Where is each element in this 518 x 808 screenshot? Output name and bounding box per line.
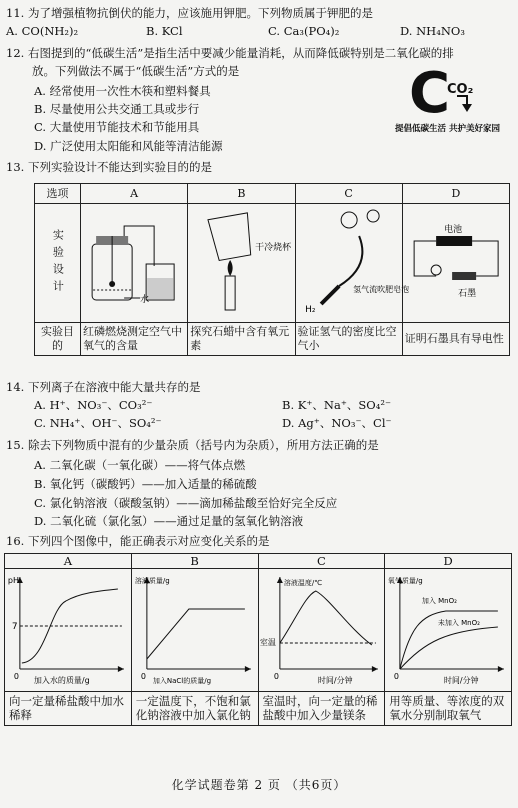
q16-desc-a: 向一定量稀盐酸中加水稀释 bbox=[5, 691, 132, 725]
graph-b-origin: 0 bbox=[140, 672, 146, 682]
q12-option-d: D. 广泛使用太阳能和风能等清洁能源 bbox=[34, 139, 223, 153]
q11-option-d: D. NH₄NO₃ bbox=[400, 24, 465, 38]
q13-row-design-label: 实验设计 bbox=[35, 204, 81, 323]
q13-experiment-table bbox=[34, 183, 510, 356]
graph-d-ylabel: 氧气质量/g bbox=[388, 577, 423, 586]
graph-c-ylabel: 溶液温度/℃ bbox=[283, 579, 322, 588]
label-h2: H₂ bbox=[304, 305, 316, 315]
q13-goal-b: 探究石蜡中含有氧元素 bbox=[188, 322, 295, 356]
q15-option-a: A. 二氧化碳（一氧化碳）——将气体点燃 bbox=[34, 458, 246, 472]
q14-option-c: C. NH₄⁺、OH⁻、SO₄²⁻ bbox=[34, 416, 162, 430]
graph-c-mark-room-temp: 室温 bbox=[259, 638, 276, 648]
q16-graph-b bbox=[131, 569, 258, 691]
graph-a-mark-7: 7 bbox=[11, 622, 18, 633]
q13-design-b bbox=[188, 204, 295, 323]
q11-option-a: A. CO(NH₂)₂ bbox=[6, 24, 79, 38]
q16-graph-d bbox=[385, 569, 512, 691]
q16-header-d: D bbox=[385, 554, 512, 569]
q16-desc-c: 室温时，向一定量的稀盐酸中加入少量镁条 bbox=[258, 691, 385, 725]
q16-desc-b: 一定温度下，不饱和氯化钠溶液中加入氯化钠 bbox=[131, 691, 258, 725]
graph-c-temperature-curve bbox=[259, 569, 385, 687]
q16-header-b: B bbox=[131, 554, 258, 569]
q13-goal-a: 红磷燃烧测定空气中氧气的含量 bbox=[81, 322, 188, 356]
graph-a-origin: 0 bbox=[13, 672, 19, 682]
q16-graph-c bbox=[258, 569, 385, 691]
q12-option-c: C. 大量使用节能技术和节能用具 bbox=[34, 120, 200, 134]
graph-a-xlabel: 加入水的质量/g bbox=[33, 676, 90, 686]
q16-graph-table bbox=[4, 553, 512, 726]
graph-d-series-without-mno2: 未加入 MnO₂ bbox=[438, 619, 481, 628]
label-dry-cold-beaker: 干冷烧杯 bbox=[255, 243, 292, 253]
q14-option-d: D. Ag⁺、NO₃⁻、Cl⁻ bbox=[282, 416, 392, 430]
logo-letter-c: C bbox=[409, 61, 451, 126]
page-footer: 化学试题卷第 2 页 （共6页） bbox=[171, 778, 347, 792]
q11-option-c: C. Ca₃(PO₄)₂ bbox=[268, 24, 340, 38]
q15-option-d: D. 二氧化硫（氯化氢）——通过足量的氢氧化钠溶液 bbox=[34, 514, 304, 528]
q12-option-a: A. 经常使用一次性木筷和塑料餐具 bbox=[34, 84, 211, 98]
graph-d-series-with-mno2: 加入 MnO₂ bbox=[422, 597, 458, 606]
q13-header-option: 选项 bbox=[35, 184, 81, 204]
graph-d-oxygen-curve bbox=[385, 569, 511, 687]
graph-a-ylabel: pH bbox=[7, 576, 19, 586]
q12-stem-line1: 12. 右图提到的“低碳生活”是指生活中要减少能量消耗，从而降低碳特别是二氧化碳的排 bbox=[6, 46, 454, 60]
label-hydrogen-flow: 氢气流吹肥皂泡 bbox=[352, 285, 409, 294]
q13-row-goal-label: 实验目的 bbox=[35, 322, 81, 356]
q11-stem: 11. 为了增强植物抗倒伏的能力，应该施用钾肥。下列物质属于钾肥的是 bbox=[6, 6, 373, 20]
q13-design-c bbox=[295, 204, 409, 323]
q16-header-c: C bbox=[258, 554, 385, 569]
q13-stem: 13. 下列实验设计不能达到实验目的的是 bbox=[6, 160, 212, 174]
graph-a-ph-curve bbox=[5, 569, 131, 687]
q14-option-a: A. H⁺、NO₃⁻、CO₃²⁻ bbox=[34, 398, 153, 412]
q15-stem: 15. 除去下列物质中混有的少量杂质（括号内为杂质），所用方法正确的是 bbox=[6, 438, 379, 452]
graph-d-xlabel: 时间/分钟 bbox=[444, 676, 479, 686]
q14-stem: 14. 下列离子在溶液中能大量共存的是 bbox=[6, 380, 201, 394]
q11-option-b: B. KCl bbox=[146, 24, 183, 38]
q12-option-b: B. 尽量使用公共交通工具或步行 bbox=[34, 102, 200, 116]
graph-b-xlabel: 加入NaCl的质量/g bbox=[152, 677, 211, 686]
q13-header-b: B bbox=[188, 184, 295, 204]
graph-d-origin: 0 bbox=[394, 672, 400, 682]
q16-graph-a bbox=[5, 569, 132, 691]
logo-co2: CO₂ bbox=[447, 82, 474, 97]
logo-slogan: 提倡低碳生活 共护美好家园 bbox=[395, 124, 500, 134]
candle-beaker-diagram bbox=[190, 206, 292, 316]
label-graphite: 石墨 bbox=[457, 289, 476, 299]
label-water: 水 bbox=[140, 295, 150, 305]
q13-header-c: C bbox=[295, 184, 402, 204]
q13-header-a: A bbox=[81, 184, 188, 204]
hydrogen-bubble-diagram bbox=[298, 206, 409, 316]
q16-header-a: A bbox=[5, 554, 132, 569]
q13-design-d bbox=[402, 204, 509, 323]
q16-desc-d: 用等质量、等浓度的双氧水分别制取氧气 bbox=[385, 691, 512, 725]
q15-option-b: B. 氧化钙（碳酸钙）——加入适量的稀硫酸 bbox=[34, 477, 257, 491]
q13-design-a bbox=[81, 204, 188, 323]
q14-option-b: B. K⁺、Na⁺、SO₄²⁻ bbox=[282, 398, 392, 412]
graph-b-mass-curve bbox=[132, 569, 258, 687]
graphite-circuit-diagram bbox=[405, 206, 507, 316]
q15-option-c: C. 氯化钠溶液（碳酸氢钠）——滴加稀盐酸至恰好完全反应 bbox=[34, 496, 338, 510]
q13-header-d: D bbox=[402, 184, 509, 204]
q13-goal-c: 验证氢气的密度比空气小 bbox=[295, 322, 402, 356]
low-carbon-logo bbox=[395, 60, 513, 140]
graph-c-origin: 0 bbox=[273, 672, 279, 682]
q12-stem-line2: 放。下列做法不属于“低碳生活”方式的是 bbox=[32, 64, 240, 78]
graph-c-xlabel: 时间/分钟 bbox=[317, 676, 353, 686]
phosphorus-apparatus-diagram bbox=[83, 206, 185, 316]
q16-stem: 16. 下列四个图像中，能正确表示对应变化关系的是 bbox=[6, 534, 270, 548]
graph-b-ylabel: 溶液质量/g bbox=[134, 577, 170, 586]
label-battery: 电池 bbox=[443, 225, 462, 235]
q13-goal-d: 证明石墨具有导电性 bbox=[402, 322, 509, 356]
